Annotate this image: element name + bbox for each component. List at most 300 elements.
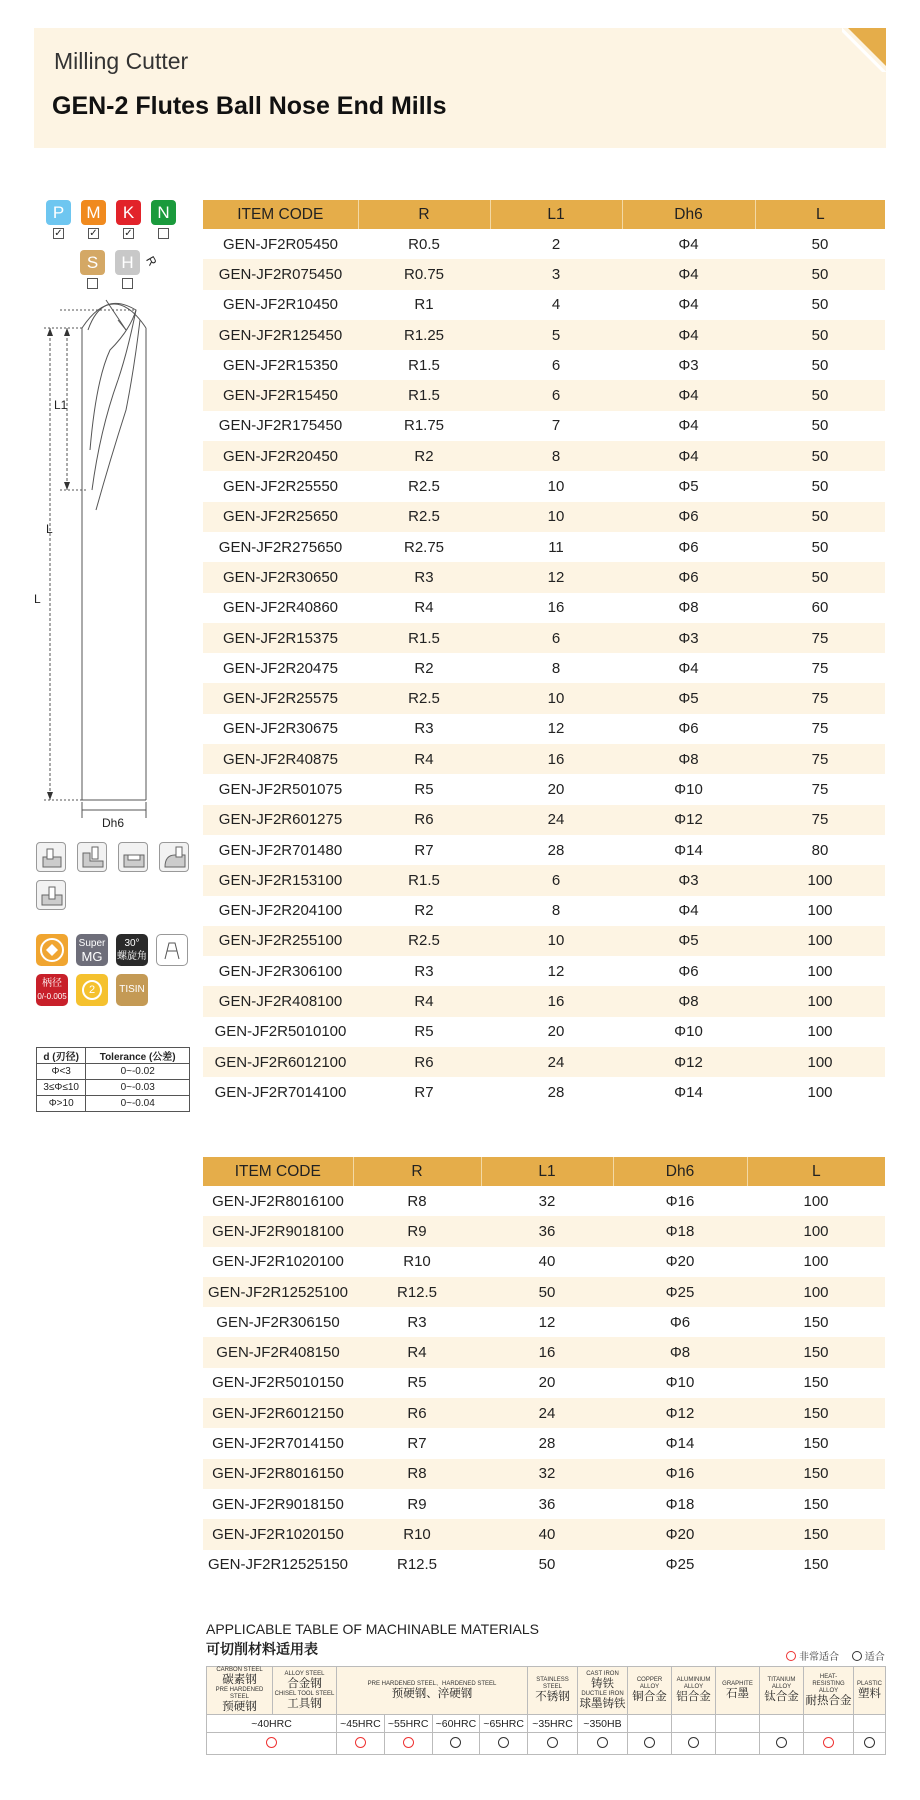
table-row xyxy=(203,290,885,320)
material-cast-iron: CAST IRON 铸铁 DUCTILE IRON 球墨铸铁 xyxy=(578,1667,628,1715)
table-row xyxy=(203,1368,885,1398)
dh6-cell: Φ14 xyxy=(665,1435,695,1453)
dh6-cell: Φ12 xyxy=(613,1398,747,1428)
material-aluminium-alloy: ALUMINIUM ALLOY 铝合金 xyxy=(672,1667,716,1715)
table-row xyxy=(203,623,885,653)
r-cell: R2.5 xyxy=(358,502,490,532)
l1-cell: 24 xyxy=(490,1047,622,1077)
dh6-cell: Φ4 xyxy=(678,296,699,314)
dh6-cell: Φ8 xyxy=(613,1337,747,1367)
table-row xyxy=(203,956,885,986)
material-graphite: GRAPHITE 石墨 xyxy=(716,1667,760,1715)
hardness-cell: ~35HRC xyxy=(528,1715,578,1733)
suitable-mark xyxy=(864,1737,875,1748)
l-cell: 50 xyxy=(811,296,829,314)
col-item-code: ITEM CODE xyxy=(203,1157,353,1186)
dh6-cell: Φ8 xyxy=(678,599,699,617)
dh6-cell: Φ25 xyxy=(665,1556,695,1574)
l1-cell: 36 xyxy=(538,1495,556,1513)
material-badge-h: H xyxy=(115,250,140,275)
tolerance-header-tol: Tolerance (公差) xyxy=(86,1048,190,1064)
tolerance-table xyxy=(36,1047,190,1112)
l1-cell: 16 xyxy=(490,986,622,1016)
l1-cell: 32 xyxy=(481,1459,613,1489)
l1-cell: 8 xyxy=(551,659,561,677)
col-l: L xyxy=(747,1157,885,1186)
table-row xyxy=(203,593,885,623)
l1-cell: 16 xyxy=(490,744,622,774)
suitable-mark xyxy=(688,1737,699,1748)
table-row xyxy=(203,1047,885,1077)
l-cell: 50 xyxy=(811,235,829,253)
table-row xyxy=(203,1459,885,1489)
table-row xyxy=(203,471,885,501)
checkbox-k: ✓ xyxy=(124,228,133,239)
item-code-cell: GEN-JF2R10450 xyxy=(222,296,339,314)
dh6-cell: Φ6 xyxy=(622,562,755,592)
suitability-cell xyxy=(854,1733,886,1755)
l1-cell: 7 xyxy=(551,417,561,435)
item-code-cell: GEN-JF2R25550 xyxy=(222,478,339,496)
l-cell: 150 xyxy=(803,1313,829,1331)
suitable-mark xyxy=(450,1737,461,1748)
dh6-cell: Φ3 xyxy=(622,865,755,895)
table-row xyxy=(203,1307,885,1337)
item-code-cell: GEN-JF2R125450 xyxy=(203,320,358,350)
l-cell: 100 xyxy=(755,926,885,956)
item-code-cell: GEN-JF2R701480 xyxy=(218,841,343,859)
dh6-cell: Φ6 xyxy=(622,502,755,532)
l-cell: 75 xyxy=(811,780,829,798)
dh6-label: Dh6 xyxy=(102,816,125,830)
l-cell: 100 xyxy=(747,1277,885,1307)
table-row xyxy=(203,774,885,804)
l1-cell: 12 xyxy=(547,962,565,980)
l1-cell: 40 xyxy=(538,1253,556,1271)
r-cell: R8 xyxy=(407,1192,427,1210)
item-code-cell: GEN-JF2R20475 xyxy=(222,659,339,677)
item-code-cell: GEN-JF2R6012150 xyxy=(203,1398,353,1428)
corner-fold-decoration xyxy=(842,28,886,72)
l1-cell: 6 xyxy=(490,380,622,410)
slotting-icon xyxy=(77,842,107,872)
table-row xyxy=(203,1277,885,1307)
l1-cell: 6 xyxy=(490,623,622,653)
l1-cell: 2 xyxy=(551,235,561,253)
dh6-cell: Φ12 xyxy=(622,1047,755,1077)
item-code-cell: GEN-JF2R9018100 xyxy=(203,1216,353,1246)
dh6-cell: Φ25 xyxy=(613,1277,747,1307)
material-plastic: PLASTIC 塑料 xyxy=(854,1667,886,1715)
helix-angle-label: 螺旋角 xyxy=(117,951,147,962)
shank-label: 柄径 xyxy=(42,978,62,989)
page-subtitle: Milling Cutter xyxy=(54,48,189,74)
item-code-cell: GEN-JF2R15375 xyxy=(203,623,358,653)
tool-drawing xyxy=(30,253,190,830)
l-cell: 150 xyxy=(747,1459,885,1489)
helix-angle-value: 30° xyxy=(124,938,140,949)
col-l: L xyxy=(755,200,885,229)
dh6-cell: Φ12 xyxy=(622,805,755,835)
dh6-cell: Φ8 xyxy=(622,986,755,1016)
table-row xyxy=(203,1519,885,1549)
suitability-cell xyxy=(760,1733,804,1755)
dh6-cell: Φ6 xyxy=(678,962,699,980)
very-suitable-mark xyxy=(823,1737,834,1748)
l-cell: 100 xyxy=(755,1047,885,1077)
item-code-cell: GEN-JF2R30650 xyxy=(203,562,358,592)
item-code-cell: GEN-JF2R8016150 xyxy=(203,1459,353,1489)
l-cell: 100 xyxy=(807,1083,833,1101)
dh6-cell: Φ4 xyxy=(678,659,699,677)
r-cell: R1.75 xyxy=(403,417,445,435)
dh6-cell: Φ3 xyxy=(622,623,755,653)
l-cell: 75 xyxy=(755,683,885,713)
tolerance-cell: 3≤Φ≤10 xyxy=(37,1080,86,1096)
plunge-milling-icon xyxy=(36,880,66,910)
r-cell: R7 xyxy=(407,1435,427,1453)
item-code-cell: GEN-JF2R9018150 xyxy=(212,1495,344,1513)
dh6-cell: Φ6 xyxy=(678,538,699,556)
r-cell: R1.5 xyxy=(358,380,490,410)
l-cell: 100 xyxy=(807,1023,833,1041)
l-cell: 50 xyxy=(755,259,885,289)
l-cell: 50 xyxy=(755,502,885,532)
dh6-cell: Φ20 xyxy=(665,1253,695,1271)
r-cell: R1.25 xyxy=(358,320,490,350)
hardness-cell: ~55HRC xyxy=(384,1715,432,1733)
suitability-cell xyxy=(337,1733,385,1755)
item-code-cell: GEN-JF2R601275 xyxy=(203,805,358,835)
table-row xyxy=(203,683,885,713)
r-cell: R1 xyxy=(414,296,434,314)
material-badge-s: S xyxy=(80,250,105,275)
suitability-cell xyxy=(432,1733,480,1755)
dh6-cell: Φ6 xyxy=(678,720,699,738)
tolerance-cell: 0~-0.04 xyxy=(86,1096,190,1112)
l1-cell: 20 xyxy=(547,1023,565,1041)
l-cell: 100 xyxy=(807,962,833,980)
table-row xyxy=(203,562,885,592)
product-table-1-body xyxy=(203,229,885,1108)
hardness-cell: ~65HRC xyxy=(480,1715,528,1733)
suitability-cell xyxy=(628,1733,672,1755)
r-cell: R5 xyxy=(414,780,434,798)
col-r: R xyxy=(358,200,490,229)
table-row xyxy=(203,441,885,471)
hardness-cell: ~40HRC xyxy=(207,1715,337,1733)
super-mg-badge xyxy=(76,934,108,966)
r-cell: R2.5 xyxy=(358,683,490,713)
r-cell: R2.5 xyxy=(358,926,490,956)
l1-cell: 16 xyxy=(547,599,565,617)
suitable-mark xyxy=(547,1737,558,1748)
material-copper-alloy: COPPER ALLOY 铜合金 xyxy=(628,1667,672,1715)
table-row xyxy=(203,865,885,895)
flute-count: 2 xyxy=(82,980,102,1000)
l1-cell: 3 xyxy=(490,259,622,289)
l1-cell: 10 xyxy=(490,926,622,956)
very-suitable-legend-icon xyxy=(786,1651,796,1661)
table-row xyxy=(203,1017,885,1047)
dh6-cell: Φ18 xyxy=(665,1495,695,1513)
r-cell: R5 xyxy=(414,1023,434,1041)
r-cell: R4 xyxy=(414,599,434,617)
profile-milling-icon xyxy=(159,842,189,872)
dh6-cell: Φ18 xyxy=(613,1216,747,1246)
item-code-cell: GEN-JF2R15350 xyxy=(222,356,339,374)
material-grade-badges xyxy=(44,200,184,290)
l-cell: 100 xyxy=(803,1253,829,1271)
table-row xyxy=(203,229,885,259)
item-code-cell: GEN-JF2R5010150 xyxy=(212,1374,344,1392)
table-row xyxy=(203,350,885,380)
l-cell: 150 xyxy=(747,1398,885,1428)
item-code-cell: GEN-JF2R5010100 xyxy=(214,1023,347,1041)
r-cell: R0.5 xyxy=(408,235,440,253)
l1-cell: 28 xyxy=(538,1435,556,1453)
ball-nose-end-mill-drawing xyxy=(30,290,190,830)
material-carbon-steel: CARBON STEEL 碳素钢 PRE HARDENED STEEL 预硬钢 xyxy=(207,1667,273,1715)
dh6-cell: Φ14 xyxy=(674,1083,703,1101)
table-row xyxy=(203,502,885,532)
item-code-cell: GEN-JF2R408100 xyxy=(203,986,358,1016)
material-titanium-alloy: TITANIUM ALLOY 钛合金 xyxy=(760,1667,804,1715)
item-code-cell: GEN-JF2R6012100 xyxy=(203,1047,358,1077)
l1-cell: 20 xyxy=(538,1374,556,1392)
applicable-title-en: APPLICABLE TABLE OF MACHINABLE MATERIALS xyxy=(206,1621,539,1637)
l1-cell: 12 xyxy=(538,1313,556,1331)
table-row xyxy=(203,1550,885,1580)
suitability-cell xyxy=(384,1733,432,1755)
l1-cell: 4 xyxy=(551,296,561,314)
suitable-mark xyxy=(644,1737,655,1748)
r-cell: R1.5 xyxy=(358,865,490,895)
item-code-cell: GEN-JF2R25575 xyxy=(203,683,358,713)
l-cell: 50 xyxy=(811,478,829,496)
legend-very-suitable: 非常适合 xyxy=(799,1652,839,1663)
r-cell: R12.5 xyxy=(353,1277,481,1307)
table-row xyxy=(203,380,885,410)
dh6-cell: Φ4 xyxy=(622,380,755,410)
item-code-cell: GEN-JF2R075450 xyxy=(203,259,358,289)
ultra-fine-grain-icon xyxy=(36,934,68,966)
table-row xyxy=(203,805,885,835)
product-table-1 xyxy=(203,200,885,1108)
r-cell: R0.75 xyxy=(358,259,490,289)
item-code-cell: GEN-JF2R306150 xyxy=(216,1313,340,1331)
l1-cell: 6 xyxy=(490,865,622,895)
dh6-cell: Φ4 xyxy=(678,902,699,920)
dh6-cell: Φ4 xyxy=(678,417,699,435)
suitability-cell xyxy=(804,1733,854,1755)
item-code-cell: GEN-JF2R204100 xyxy=(218,902,343,920)
shank-tolerance: 0/-0.005 xyxy=(37,992,67,1001)
l-cell: 75 xyxy=(755,623,885,653)
dh6-cell: Φ4 xyxy=(622,259,755,289)
table-row xyxy=(203,320,885,350)
item-code-cell: GEN-JF2R15450 xyxy=(203,380,358,410)
dh6-cell: Φ16 xyxy=(613,1459,747,1489)
r-cell: R5 xyxy=(407,1374,427,1392)
dh6-cell: Φ3 xyxy=(678,356,699,374)
item-code-cell: GEN-JF2R255100 xyxy=(203,926,358,956)
dh6-cell: Φ10 xyxy=(665,1374,695,1392)
l-cell: 75 xyxy=(755,744,885,774)
l-cell: 150 xyxy=(747,1519,885,1549)
r-cell: R2 xyxy=(414,902,434,920)
r-cell: R7 xyxy=(414,1083,434,1101)
table-row xyxy=(203,1186,885,1216)
table-row xyxy=(203,1337,885,1367)
r-cell: R1.5 xyxy=(358,623,490,653)
l-cell: 50 xyxy=(755,441,885,471)
machinable-materials-table xyxy=(206,1666,886,1755)
material-hardened-steel: PRE HARDENED STEEL、HARDENED STEEL 预硬钢、淬硬钢 xyxy=(337,1667,528,1715)
r-cell: R2.75 xyxy=(403,538,445,556)
l1-cell: 8 xyxy=(551,902,561,920)
item-code-cell: GEN-JF2R40875 xyxy=(203,744,358,774)
table-row xyxy=(203,1077,885,1107)
r-cell: R3 xyxy=(414,720,434,738)
dh6-cell: Φ4 xyxy=(678,235,699,253)
dh6-cell: Φ16 xyxy=(665,1192,695,1210)
checkbox-n xyxy=(158,228,169,239)
l1-cell: 40 xyxy=(481,1519,613,1549)
l-cell: 100 xyxy=(747,1216,885,1246)
dh6-cell: Φ10 xyxy=(674,1023,703,1041)
suitable-legend-icon xyxy=(852,1651,862,1661)
suitability-cell xyxy=(578,1733,628,1755)
very-suitable-mark xyxy=(266,1737,277,1748)
dh6-cell: Φ14 xyxy=(674,841,703,859)
legend-suitable: 适合 xyxy=(864,1652,885,1663)
col-item-code: ITEM CODE xyxy=(203,200,358,229)
l-cell: 100 xyxy=(807,902,833,920)
suitability-cell xyxy=(672,1733,716,1755)
product-table-2 xyxy=(203,1157,885,1580)
l1-cell: 24 xyxy=(481,1398,613,1428)
l-cell: 50 xyxy=(811,417,829,435)
r-cell: R1.5 xyxy=(408,356,440,374)
dh6-cell: Φ5 xyxy=(678,478,699,496)
super-mg-top: Super xyxy=(78,938,106,949)
table-row xyxy=(203,1247,885,1277)
applicable-title-cn: 可切削材料适用表 xyxy=(206,1641,318,1657)
very-suitable-mark xyxy=(403,1737,414,1748)
table-row xyxy=(203,411,885,441)
l-cell: 75 xyxy=(755,805,885,835)
l1-cell: 10 xyxy=(490,683,622,713)
l-cell: 150 xyxy=(803,1495,829,1513)
material-heat-resisting-alloy: HEAT-RESISTING ALLOY 耐热合金 xyxy=(804,1667,854,1715)
l1-cell: 11 xyxy=(548,538,564,556)
l1-cell: 28 xyxy=(547,1083,565,1101)
product-table-2-body xyxy=(203,1186,885,1580)
item-code-cell: GEN-JF2R20450 xyxy=(203,441,358,471)
very-suitable-mark xyxy=(355,1737,366,1748)
suitability-cell xyxy=(480,1733,528,1755)
l1-cell: 36 xyxy=(481,1216,613,1246)
l1-cell: 10 xyxy=(490,502,622,532)
r-cell: R6 xyxy=(353,1398,481,1428)
suitability-legend xyxy=(786,1648,885,1663)
dh6-cell: Φ4 xyxy=(622,441,755,471)
r-cell: R2 xyxy=(414,659,434,677)
l-cell: 150 xyxy=(803,1435,829,1453)
suitability-cell xyxy=(528,1733,578,1755)
page-header xyxy=(34,28,886,148)
l-cell: 75 xyxy=(811,720,829,738)
col-l1: L1 xyxy=(490,200,622,229)
suitability-cell xyxy=(716,1733,760,1755)
table-row xyxy=(203,1489,885,1519)
l1-cell: 6 xyxy=(551,356,561,374)
tolerance-cell: 0~-0.03 xyxy=(86,1080,190,1096)
item-code-cell: GEN-JF2R8016100 xyxy=(212,1192,344,1210)
table-row xyxy=(203,532,885,562)
item-code-cell: GEN-JF2R12525150 xyxy=(207,1556,349,1574)
suitable-mark xyxy=(776,1737,787,1748)
l1-cell: 12 xyxy=(490,562,622,592)
end-geometry-icon xyxy=(156,934,188,966)
table-row xyxy=(203,714,885,744)
l1-cell: 20 xyxy=(547,780,565,798)
table-row xyxy=(203,986,885,1016)
table-row xyxy=(203,259,885,289)
l-cell: 150 xyxy=(803,1556,829,1574)
pocket-milling-icon xyxy=(118,842,148,872)
item-code-cell: GEN-JF2R7014150 xyxy=(212,1435,344,1453)
l1-label: L1 xyxy=(54,398,68,412)
r-cell: R9 xyxy=(353,1216,481,1246)
l-cell: 50 xyxy=(811,356,829,374)
dh6-cell: Φ5 xyxy=(622,683,755,713)
material-badge-p: P xyxy=(46,200,71,225)
item-code-cell: GEN-JF2R1020100 xyxy=(212,1253,344,1271)
hardness-cell: ~60HRC xyxy=(432,1715,480,1733)
l-cell: 100 xyxy=(755,865,885,895)
r-cell: R3 xyxy=(358,562,490,592)
hardness-cell: ~45HRC xyxy=(337,1715,385,1733)
item-code-cell: GEN-JF2R25650 xyxy=(203,502,358,532)
table-row xyxy=(203,835,885,865)
item-code-cell: GEN-JF2R501075 xyxy=(218,780,343,798)
item-code-cell: GEN-JF2R1020150 xyxy=(203,1519,353,1549)
r-cell: R3 xyxy=(414,962,434,980)
col-dh6: Dh6 xyxy=(622,200,755,229)
r-cell: R8 xyxy=(353,1459,481,1489)
material-badge-m: M xyxy=(81,200,106,225)
l-cell: 150 xyxy=(803,1374,829,1392)
r-cell: R6 xyxy=(358,805,490,835)
table-row xyxy=(203,744,885,774)
checkbox-h xyxy=(122,278,133,289)
page-title: GEN-2 Flutes Ball Nose End Mills xyxy=(52,92,447,120)
col-r: R xyxy=(353,1157,481,1186)
dh6-cell: Φ8 xyxy=(622,744,755,774)
r-cell: R4 xyxy=(353,1337,481,1367)
l1-cell: 12 xyxy=(547,720,565,738)
col-dh6: Dh6 xyxy=(613,1157,747,1186)
material-alloy-steel: ALLOY STEEL 合金钢 CHISEL TOOL STEEL 工具钢 xyxy=(273,1667,337,1715)
radius-label: R xyxy=(143,253,160,269)
l1-cell: 24 xyxy=(490,805,622,835)
dh6-cell: Φ20 xyxy=(613,1519,747,1549)
dh6-cell: Φ10 xyxy=(674,780,703,798)
r-cell: R3 xyxy=(407,1313,427,1331)
table-row xyxy=(203,1428,885,1458)
